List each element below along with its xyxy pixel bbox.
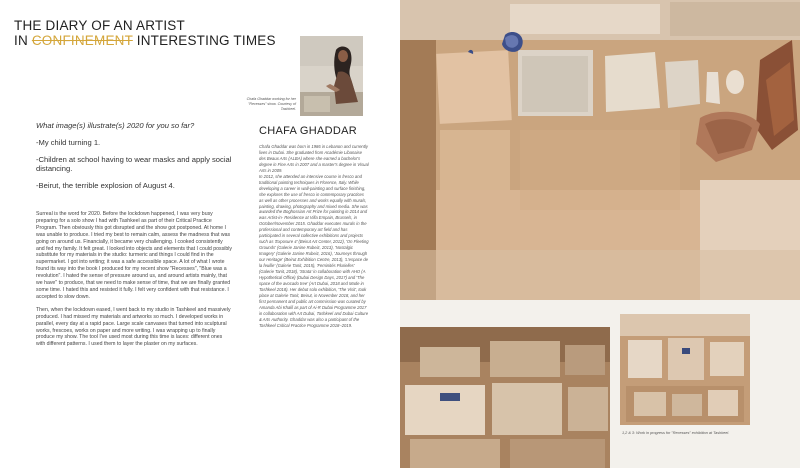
page-title: THE DIARY OF AN ARTIST: [14, 18, 185, 33]
artwork-caption: 1,2 & 3: Work in progress for "Recesses" exhibition at Tashkeel.: [622, 431, 730, 435]
artist-name-heading: CHAFA GHADDAR: [259, 125, 358, 137]
essay-paragraph: Surreal is the word for 2020. Before the lockdown happened, I was very busy preparing for a solo show I had with Tashkeel as part of their Critical Practice Program. Then obviously this got disrupted and the show got postponed. At home I was unable to produce. I tried my best to remain calm, assess the madness that was going on around us. Financially, it became very challenging. I cooked consistently and fed my family. It felt great. I looked into objects and elements that I could possibly substitute for my materials in the studio: turmeric and things I could find in the supermarket. I got into writing; it was a safe accessible space. A lot of what I wrote found its way into the book I produced for my recent show "Recesses", "Blue was a revolution". I hated the sense of pressure around us, and around artists mainly, that we have" to produce, that we need to make sense of time, that we are finally granted some time. I hated this and resisted it fully. I felt very confident with that resistance. I accepted to slow down.: [36, 211, 232, 300]
page-subtitle: [14, 33, 276, 48]
answer-item: -Beirut, the terrible explosion of August 4.: [36, 181, 175, 191]
artist-working-photo: [300, 36, 363, 116]
bio-paragraph: In 2012, she attended an intensive course in fresco and traditional painting techniques in Florence, Italy. While developing a career in wall-painting and surface finishing, she explores the use of fresco in contemporary practices as well as other processes and works equally with murals, painting, drawing, photography and mixed media. She was awarded the Boghossian Art Prize for painting in 2014 and was Artist-in- Residence at Villa Empain, Brussels, in October/November 2015. Ghaddar executes murals in the professional and contemporary art field and has participated in several collective exhibitions and projects such as 'Exposure 4' (Beirut Art Center, 2012), 'On Fleeting Grounds' (Galerie Janine Rubeiz, 2013), 'Nostalgic Imagery' (Galerie Janine Rubeiz, 2016), 'Journeys through our Heritage' (Beirut Exhibition Centre, 2013), 'L'espace de la feuille' (Galerie Tanit, 2015), 'Feminités Plurielles' (Galerie Tanit, 2018), 'Strata' in collaboration with AHO (A Hypothetical Office) (Dubai Design Days, 2017) and 'The space of the avocado tree' (Art Dubai, 2018 and Made in Tashkeel 2018). Her debut solo exhibition, 'The Visit', took place at Galerie Tanit, Beirut, in November 2018, and her first permanent and public art commission was curated by Amanda Abi Khalil as part of Ai-R Dubai Programme 2017 in collaboration with Art Dubai, Tashkeel and Dubai Culture & Arts Authority. Ghaddar was also a participant of the Tashkeel Critical Practice Programme 2018–2019.: [259, 173, 369, 328]
bio-paragraph: Chafa Ghaddar was born in 1986 in Lebanon and currently lives in Dubai. She graduated from Académie Libanaise des Beaux Arts (ALBA) where she earned a bachelor's degree in Fine Arts in 2007 and a master's degree in Visual Arts in 2009.: [259, 144, 369, 173]
interview-question-block: [36, 121, 236, 199]
artist-bio: [259, 144, 369, 329]
interview-question: What image(s) illustrate(s) 2020 for you so far?: [36, 121, 195, 130]
answer-item: -Children at school having to wear masks and apply social distancing.: [36, 155, 232, 174]
answer-item: -My child turning 1.: [36, 138, 101, 148]
right-page: [400, 0, 800, 468]
essay-text: [36, 211, 232, 354]
subtitle-suffix: INTERESTING TIMES: [136, 33, 276, 48]
essay-paragraph: Then, when the lockdown eased, I went back to my studio in Tashkeel and massively produced. I had missed my materials and artworks so much. I developed works in parallel, every day at a rapid pace. Large scale canvases that turned into sculptural works, frescoes, works on paper and more writing. I was wrapping up to finally produce my show. The tool I've used most during this time is laces: different ones with different patterns. I used them to layer the plaster on my surfaces.: [36, 306, 231, 348]
subtitle-prefix: IN: [14, 33, 28, 48]
subtitle-struck-word: CONFINEMENT: [31, 33, 133, 48]
artist-photo-caption: Chafa Ghaddar working for her "Recesses" show. Courtesy of Tashkeel.: [246, 97, 296, 111]
studio-floor-photo: [400, 327, 610, 468]
artwork-fragments-photo: [400, 0, 800, 300]
studio-shelf-photo: [620, 314, 750, 425]
